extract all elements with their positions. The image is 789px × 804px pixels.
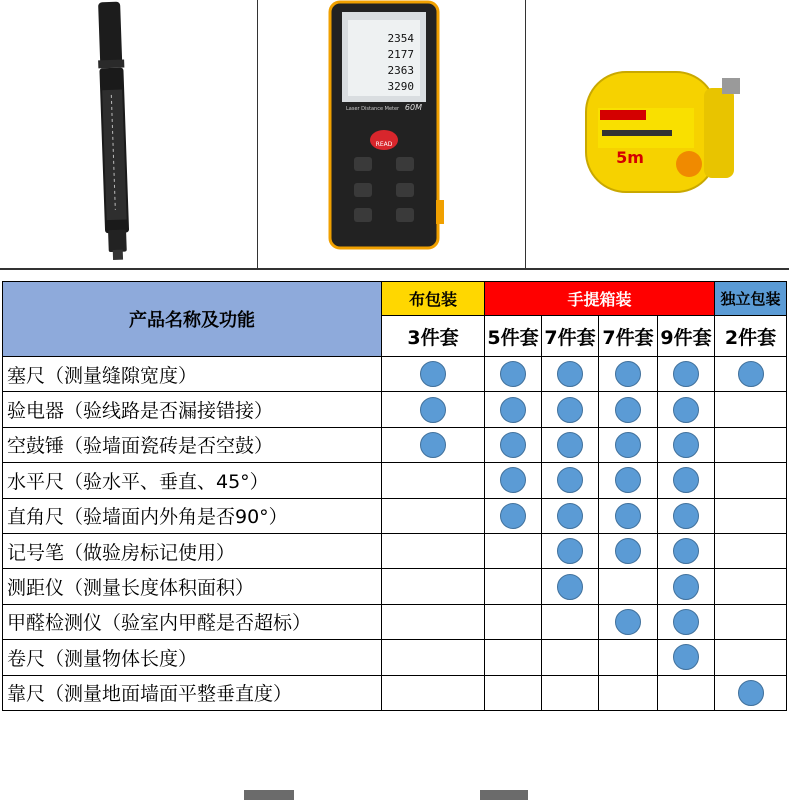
tool-name-cell: 记号笔（做验房标记使用） [3, 533, 382, 568]
inclusion-cell [658, 427, 715, 462]
laser-meter-image [258, 0, 526, 268]
tool-name-cell: 直角尺（验墙面内外角是否90°） [3, 498, 382, 533]
inclusion-cell [715, 392, 787, 427]
included-dot-icon [615, 361, 641, 387]
inclusion-cell [542, 427, 599, 462]
included-dot-icon [615, 503, 641, 529]
meter-caption: Laser Distance Meter [346, 106, 400, 112]
tool-name-cell: 水平尺（验水平、垂直、45°） [3, 463, 382, 498]
inclusion-cell [382, 604, 485, 639]
inclusion-cell [382, 392, 485, 427]
inclusion-cell [542, 463, 599, 498]
inclusion-cell [485, 675, 542, 710]
inclusion-cell [542, 533, 599, 568]
inclusion-cell [382, 498, 485, 533]
inclusion-cell [485, 640, 542, 675]
inclusion-cell [382, 640, 485, 675]
inclusion-cell [485, 498, 542, 533]
included-dot-icon [673, 397, 699, 423]
included-dot-icon [420, 432, 446, 458]
inclusion-cell [542, 640, 599, 675]
included-dot-icon [500, 503, 526, 529]
inclusion-cell [382, 675, 485, 710]
inclusion-cell [382, 533, 485, 568]
inclusion-cell [485, 357, 542, 392]
tape-measure-image [526, 0, 789, 268]
inclusion-cell [715, 675, 787, 710]
inclusion-cell [599, 569, 658, 604]
included-dot-icon [673, 538, 699, 564]
inclusion-cell [599, 640, 658, 675]
included-dot-icon [500, 397, 526, 423]
included-dot-icon [557, 361, 583, 387]
package-cloth-bag-header: 布包装 [382, 282, 485, 316]
table-row [3, 427, 787, 462]
included-dot-icon [500, 361, 526, 387]
inclusion-cell [599, 533, 658, 568]
inclusion-cell [599, 427, 658, 462]
inclusion-cell [382, 569, 485, 604]
inclusion-cell [715, 569, 787, 604]
inclusion-cell [658, 498, 715, 533]
inclusion-cell [382, 427, 485, 462]
table-row [3, 569, 787, 604]
included-dot-icon [673, 361, 699, 387]
meter-photo-cell [258, 0, 526, 268]
inclusion-cell [485, 392, 542, 427]
inclusion-cell [542, 604, 599, 639]
inclusion-cell [485, 533, 542, 568]
included-dot-icon [557, 397, 583, 423]
inclusion-cell [382, 463, 485, 498]
included-dot-icon [500, 432, 526, 458]
inclusion-cell [658, 392, 715, 427]
marker-photo-cell [0, 0, 258, 268]
included-dot-icon [615, 467, 641, 493]
included-dot-icon [738, 361, 764, 387]
inclusion-cell [658, 357, 715, 392]
included-dot-icon [673, 574, 699, 600]
included-dot-icon [615, 397, 641, 423]
inclusion-cell [658, 640, 715, 675]
included-dot-icon [673, 432, 699, 458]
inclusion-cell [485, 604, 542, 639]
tape-length-label: 5m [616, 148, 644, 167]
inclusion-cell [542, 675, 599, 710]
inclusion-cell [599, 357, 658, 392]
inclusion-cell [715, 604, 787, 639]
set-header-7pc-a: 7件套 [542, 316, 599, 357]
product-photos [0, 0, 789, 268]
tool-name-cell: 甲醛检测仪（验室内甲醛是否超标） [3, 604, 382, 639]
set-header-5pc: 5件套 [485, 316, 542, 357]
inclusion-cell [715, 640, 787, 675]
kit-comparison-table [2, 281, 787, 711]
set-header-9pc: 9件套 [658, 316, 715, 357]
inclusion-cell [599, 604, 658, 639]
included-dot-icon [557, 467, 583, 493]
inclusion-cell [658, 569, 715, 604]
set-header-3pc: 3件套 [382, 316, 485, 357]
inclusion-cell [715, 357, 787, 392]
inclusion-cell [658, 463, 715, 498]
included-dot-icon [557, 574, 583, 600]
table-row [3, 357, 787, 392]
included-dot-icon [420, 397, 446, 423]
tool-rows [3, 357, 787, 711]
meter-reading-1: 2354 [387, 32, 414, 45]
table-row [3, 533, 787, 568]
inclusion-cell [599, 675, 658, 710]
included-dot-icon [673, 467, 699, 493]
included-dot-icon [557, 432, 583, 458]
tool-name-cell: 卷尺（测量物体长度） [3, 640, 382, 675]
table-row [3, 498, 787, 533]
inclusion-cell [542, 357, 599, 392]
tool-name-cell: 测距仪（测量长度体积面积） [3, 569, 382, 604]
photo-divider [0, 268, 789, 270]
included-dot-icon [420, 361, 446, 387]
inclusion-cell [658, 675, 715, 710]
table-row [3, 463, 787, 498]
meter-reading-2: 2177 [387, 48, 414, 61]
included-dot-icon [557, 538, 583, 564]
inclusion-cell [485, 427, 542, 462]
included-dot-icon [673, 644, 699, 670]
inclusion-cell [715, 498, 787, 533]
included-dot-icon [615, 609, 641, 635]
meter-read-button-label: READ [375, 141, 393, 148]
inclusion-cell [599, 498, 658, 533]
included-dot-icon [673, 503, 699, 529]
meter-reading-3: 2363 [387, 64, 414, 77]
table-row [3, 392, 787, 427]
inclusion-cell [658, 604, 715, 639]
included-dot-icon [500, 467, 526, 493]
tool-name-cell: 空鼓锤（验墙面瓷砖是否空鼓） [3, 427, 382, 462]
product-name-header: 产品名称及功能 [3, 282, 382, 357]
table-row [3, 675, 787, 710]
inclusion-cell [599, 463, 658, 498]
inclusion-cell [715, 463, 787, 498]
table-row [3, 604, 787, 639]
inclusion-cell [542, 498, 599, 533]
tool-name-cell: 塞尺（测量缝隙宽度） [3, 357, 382, 392]
package-individual-header: 独立包装 [715, 282, 787, 316]
included-dot-icon [673, 609, 699, 635]
bottom-partial-images [0, 780, 789, 800]
included-dot-icon [615, 432, 641, 458]
inclusion-cell [485, 463, 542, 498]
meter-reading-4: 3290 [387, 80, 414, 93]
inclusion-cell [658, 533, 715, 568]
package-carry-case-header: 手提箱装 [485, 282, 715, 316]
inclusion-cell [542, 392, 599, 427]
set-header-7pc-b: 7件套 [599, 316, 658, 357]
inclusion-cell [599, 392, 658, 427]
inclusion-cell [715, 533, 787, 568]
included-dot-icon [615, 538, 641, 564]
included-dot-icon [738, 680, 764, 706]
meter-model: 60M [404, 103, 422, 112]
set-header-2pc: 2件套 [715, 316, 787, 357]
included-dot-icon [557, 503, 583, 529]
inclusion-cell [715, 427, 787, 462]
inclusion-cell [485, 569, 542, 604]
inclusion-cell [542, 569, 599, 604]
table-row [3, 640, 787, 675]
tool-name-cell: 靠尺（测量地面墙面平整垂直度） [3, 675, 382, 710]
inclusion-cell [382, 357, 485, 392]
marker-pen-image [0, 0, 258, 268]
tool-name-cell: 验电器（验线路是否漏接错接） [3, 392, 382, 427]
tape-photo-cell [526, 0, 789, 268]
group-header-row [3, 282, 787, 316]
